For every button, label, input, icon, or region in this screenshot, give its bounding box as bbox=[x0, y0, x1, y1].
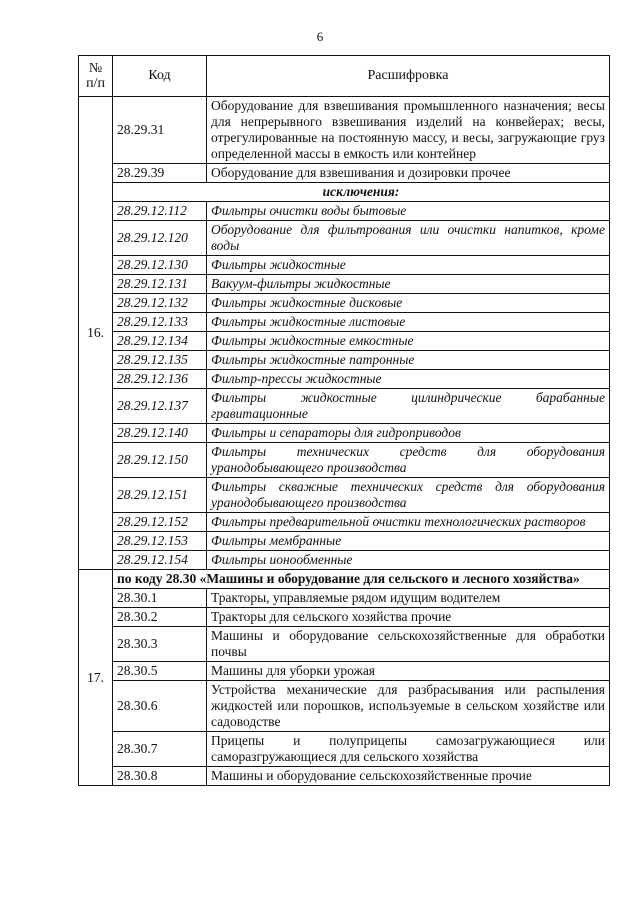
table-row bbox=[79, 351, 610, 370]
description-cell: Прицепы и полуприцепы самозагружающиеся или саморазгружающиеся для сельского хозяйства bbox=[207, 732, 610, 767]
table-row bbox=[79, 627, 610, 662]
description-cell: Фильтры скважные технических средств для оборудования уранодобывающего производства bbox=[207, 478, 610, 513]
description-cell: Фильтры жидкостные емкостные bbox=[207, 332, 610, 351]
header-num: № п/п bbox=[79, 56, 113, 97]
group-17-title: по коду 28.30 «Машины и оборудование для сельского и лесного хозяйства» bbox=[113, 570, 610, 589]
table-row bbox=[79, 551, 610, 570]
description-cell: Фильтры жидкостные bbox=[207, 256, 610, 275]
description-cell: Тракторы для сельского хозяйства прочие bbox=[207, 608, 610, 627]
code-cell: 28.30.1 bbox=[113, 589, 207, 608]
code-cell: 28.30.2 bbox=[113, 608, 207, 627]
code-cell: 28.29.12.152 bbox=[113, 513, 207, 532]
description-cell: Оборудование для взвешивания и дозировки прочее bbox=[207, 164, 610, 183]
code-cell: 28.30.6 bbox=[113, 681, 207, 732]
code-cell: 28.30.8 bbox=[113, 767, 207, 786]
description-cell: Тракторы, управляемые рядом идущим водителем bbox=[207, 589, 610, 608]
description-cell: Оборудование для фильтрования или очистки напитков, кроме воды bbox=[207, 221, 610, 256]
code-cell: 28.29.12.136 bbox=[113, 370, 207, 389]
exclusions-row bbox=[79, 183, 610, 202]
code-cell: 28.29.31 bbox=[113, 97, 207, 164]
description-cell: Машины и оборудование сельскохозяйственные для обработки почвы bbox=[207, 627, 610, 662]
description-cell: Фильтр-прессы жидкостные bbox=[207, 370, 610, 389]
table-row bbox=[79, 732, 610, 767]
code-cell: 28.30.5 bbox=[113, 662, 207, 681]
table-row bbox=[79, 389, 610, 424]
code-cell: 28.29.39 bbox=[113, 164, 207, 183]
code-cell: 28.30.7 bbox=[113, 732, 207, 767]
exclusions-label: исключения: bbox=[113, 183, 610, 202]
description-cell: Фильтры ионообменные bbox=[207, 551, 610, 570]
classification-table bbox=[78, 55, 610, 786]
code-cell: 28.29.12.131 bbox=[113, 275, 207, 294]
table-row bbox=[79, 478, 610, 513]
code-cell: 28.29.12.134 bbox=[113, 332, 207, 351]
table-row bbox=[79, 370, 610, 389]
description-cell: Фильтры жидкостные дисковые bbox=[207, 294, 610, 313]
table-row bbox=[79, 589, 610, 608]
description-cell: Фильтры технических средств для оборудования уранодобывающего производства bbox=[207, 443, 610, 478]
description-cell: Оборудование для взвешивания промышленного назначения; весы для непрерывного взвешивания изделий на конвейерах; весы, отрегулированные на постоянную массу, и весы, загружающие груз определенной массы в емкость или контейнер bbox=[207, 97, 610, 164]
code-cell: 28.29.12.151 bbox=[113, 478, 207, 513]
description-cell: Машины для уборки урожая bbox=[207, 662, 610, 681]
table-row bbox=[79, 164, 610, 183]
description-cell: Фильтры предварительной очистки технологических растворов bbox=[207, 513, 610, 532]
description-cell: Фильтры жидкостные патронные bbox=[207, 351, 610, 370]
table-row bbox=[79, 294, 610, 313]
description-cell: Фильтры и сепараторы для гидроприводов bbox=[207, 424, 610, 443]
table-row bbox=[79, 256, 610, 275]
item-number-16: 16. bbox=[79, 97, 113, 570]
description-cell: Машины и оборудование сельскохозяйственные прочие bbox=[207, 767, 610, 786]
description-cell: Вакуум-фильтры жидкостные bbox=[207, 275, 610, 294]
code-cell: 28.29.12.130 bbox=[113, 256, 207, 275]
code-cell: 28.29.12.132 bbox=[113, 294, 207, 313]
table-row bbox=[79, 313, 610, 332]
table-header-row bbox=[79, 56, 610, 97]
code-cell: 28.29.12.112 bbox=[113, 202, 207, 221]
table-row bbox=[79, 662, 610, 681]
table-row bbox=[79, 221, 610, 256]
code-cell: 28.29.12.153 bbox=[113, 532, 207, 551]
code-cell: 28.29.12.133 bbox=[113, 313, 207, 332]
description-cell: Фильтры жидкостные цилиндрические барабанные гравитационные bbox=[207, 389, 610, 424]
description-cell: Фильтры мембранные bbox=[207, 532, 610, 551]
header-desc: Расшифровка bbox=[207, 56, 610, 97]
table-row bbox=[79, 767, 610, 786]
table-row bbox=[79, 608, 610, 627]
table-row bbox=[79, 202, 610, 221]
table-row bbox=[79, 97, 610, 164]
page-number: 6 bbox=[316, 29, 324, 44]
table-row bbox=[79, 532, 610, 551]
table-row bbox=[79, 681, 610, 732]
table-row bbox=[79, 443, 610, 478]
table-row bbox=[79, 332, 610, 351]
description-cell: Устройства механические для разбрасывания или распыления жидкостей или порошков, используемые в сельском хозяйстве или садоводстве bbox=[207, 681, 610, 732]
group-title-row bbox=[79, 570, 610, 589]
code-cell: 28.29.12.120 bbox=[113, 221, 207, 256]
description-cell: Фильтры жидкостные листовые bbox=[207, 313, 610, 332]
item-number-17: 17. bbox=[79, 570, 113, 786]
code-cell: 28.29.12.154 bbox=[113, 551, 207, 570]
code-cell: 28.29.12.137 bbox=[113, 389, 207, 424]
table-row bbox=[79, 424, 610, 443]
code-cell: 28.29.12.135 bbox=[113, 351, 207, 370]
code-cell: 28.29.12.150 bbox=[113, 443, 207, 478]
description-cell: Фильтры очистки воды бытовые bbox=[207, 202, 610, 221]
table-row bbox=[79, 513, 610, 532]
table-row bbox=[79, 275, 610, 294]
code-cell: 28.29.12.140 bbox=[113, 424, 207, 443]
code-cell: 28.30.3 bbox=[113, 627, 207, 662]
header-code: Код bbox=[113, 56, 207, 97]
